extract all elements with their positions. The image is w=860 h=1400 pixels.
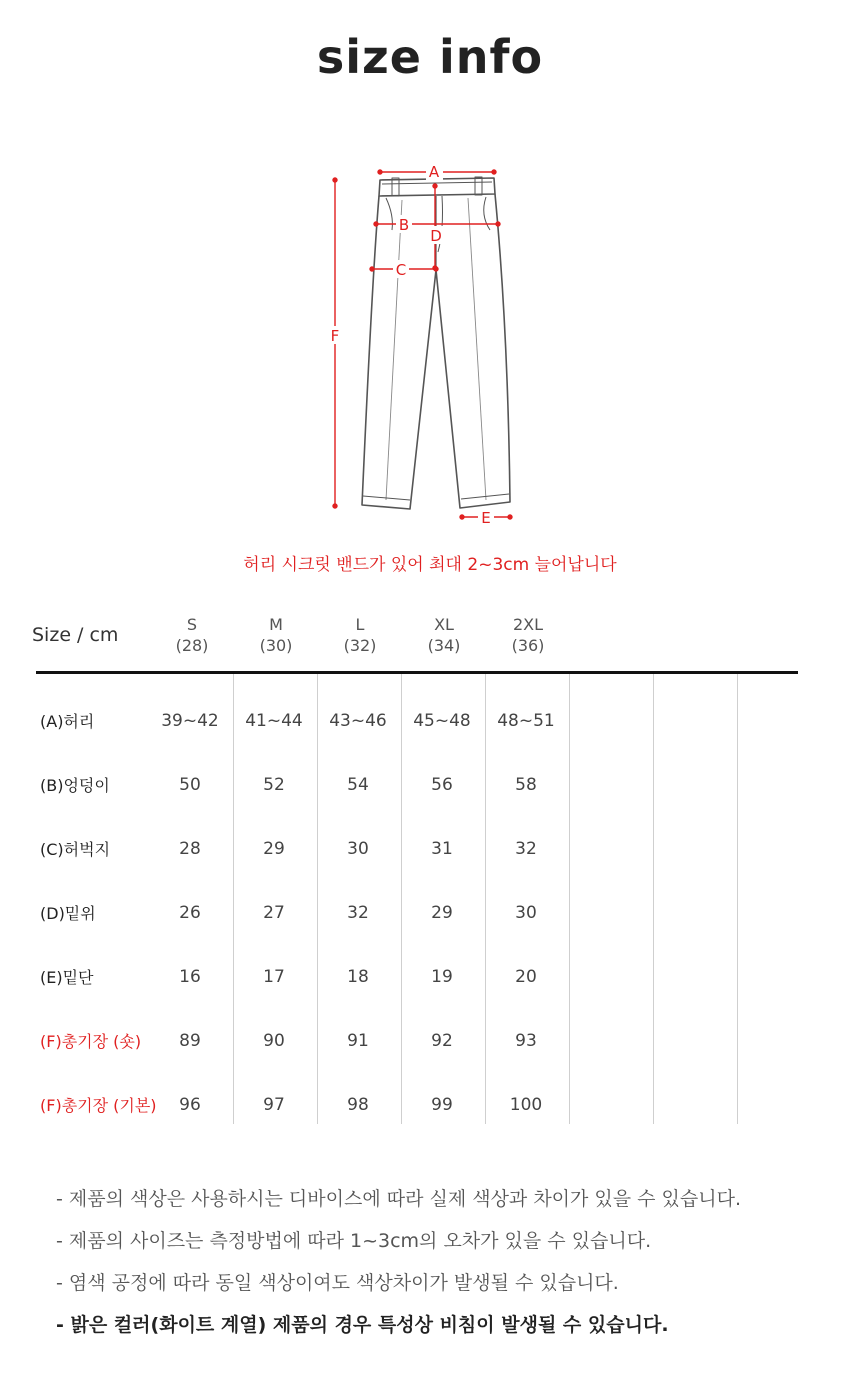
col-num: (30): [259, 636, 293, 655]
table-cell: 39~42: [161, 711, 219, 731]
table-cell: 29: [431, 903, 453, 923]
table-cell: 96: [179, 1095, 201, 1115]
col-size: L: [355, 615, 365, 634]
col-size: S: [186, 615, 198, 634]
col-head-2xl: [486, 614, 570, 656]
waist-band-notice: 허리 시크릿 밴드가 있어 최대 2~3cm 늘어납니다: [243, 555, 617, 575]
table-header-rule: [36, 671, 798, 674]
table-cell: 26: [179, 903, 201, 923]
table-cell: 89: [179, 1031, 201, 1051]
note-item: - 제품의 사이즈는 측정방법에 따라 1~3cm의 오차가 있을 수 있습니다.: [56, 1230, 652, 1252]
row-label: (D)밑위: [40, 904, 96, 923]
column-divider: [569, 674, 570, 1124]
row-label: (B)엉덩이: [40, 776, 110, 795]
table-cell: 20: [515, 967, 537, 987]
table-cell: 93: [515, 1031, 537, 1051]
row-label: (F)총기장 (숏): [40, 1032, 142, 1051]
col-size: XL: [434, 615, 454, 634]
table-cell: 31: [431, 839, 453, 859]
note-item-emphasis: - 밝은 컬러(화이트 계열) 제품의 경우 특성상 비침이 발생될 수 있습니다.: [56, 1314, 669, 1336]
column-divider: [653, 674, 654, 1124]
page-title: size info: [316, 30, 544, 84]
col-head-xl: [402, 614, 486, 656]
column-divider: [317, 674, 318, 1124]
table-cell: 54: [347, 775, 369, 795]
col-num: (28): [175, 636, 209, 655]
label-d: D: [430, 227, 442, 245]
table-cell: 28: [179, 839, 201, 859]
table-cell: 27: [263, 903, 285, 923]
table-cell: 97: [263, 1095, 285, 1115]
table-cell: 32: [347, 903, 369, 923]
table-cell: 98: [347, 1095, 369, 1115]
size-unit-header: Size / cm: [32, 624, 119, 646]
table-cell: 58: [515, 775, 537, 795]
row-label: (A)허리: [40, 712, 95, 731]
label-a: A: [428, 163, 440, 181]
measure-lines: [330, 170, 512, 519]
col-size: 2XL: [512, 615, 544, 634]
note-item: - 염색 공정에 따라 동일 색상이여도 색상차이가 발생될 수 있습니다.: [56, 1272, 619, 1294]
row-label: (F)총기장 (기본): [40, 1096, 157, 1115]
table-cell: 56: [431, 775, 453, 795]
col-num: (34): [427, 636, 461, 655]
col-num: (36): [511, 636, 545, 655]
column-divider: [233, 674, 234, 1124]
table-cell: 18: [347, 967, 369, 987]
table-cell: 48~51: [497, 711, 555, 731]
table-cell: 91: [347, 1031, 369, 1051]
column-divider: [485, 674, 486, 1124]
row-label: (C)허벅지: [40, 840, 111, 859]
note-item: - 제품의 색상은 사용하시는 디바이스에 따라 실제 색상과 차이가 있을 수 있습니다.: [56, 1188, 742, 1210]
col-head-m: [234, 614, 318, 656]
label-c: C: [395, 261, 407, 279]
table-cell: 90: [263, 1031, 285, 1051]
table-cell: 29: [263, 839, 285, 859]
col-head-l: [318, 614, 402, 656]
label-f: F: [330, 327, 340, 345]
table-cell: 17: [263, 967, 285, 987]
label-b: B: [398, 216, 410, 234]
table-cell: 32: [515, 839, 537, 859]
table-cell: 100: [509, 1095, 543, 1115]
col-size: M: [269, 615, 283, 634]
table-cell: 16: [179, 967, 201, 987]
column-divider: [737, 674, 738, 1124]
table-cell: 30: [515, 903, 537, 923]
table-cell: 92: [431, 1031, 453, 1051]
label-e: E: [481, 509, 491, 527]
table-cell: 43~46: [329, 711, 387, 731]
col-head-s: [150, 614, 234, 656]
pants-diagram: [320, 160, 540, 530]
row-label: (E)밑단: [40, 968, 94, 987]
table-cell: 19: [431, 967, 453, 987]
table-cell: 99: [431, 1095, 453, 1115]
column-divider: [401, 674, 402, 1124]
col-num: (32): [343, 636, 377, 655]
table-cell: 52: [263, 775, 285, 795]
table-cell: 45~48: [413, 711, 471, 731]
table-cell: 41~44: [245, 711, 303, 731]
table-cell: 50: [179, 775, 201, 795]
table-cell: 30: [347, 839, 369, 859]
